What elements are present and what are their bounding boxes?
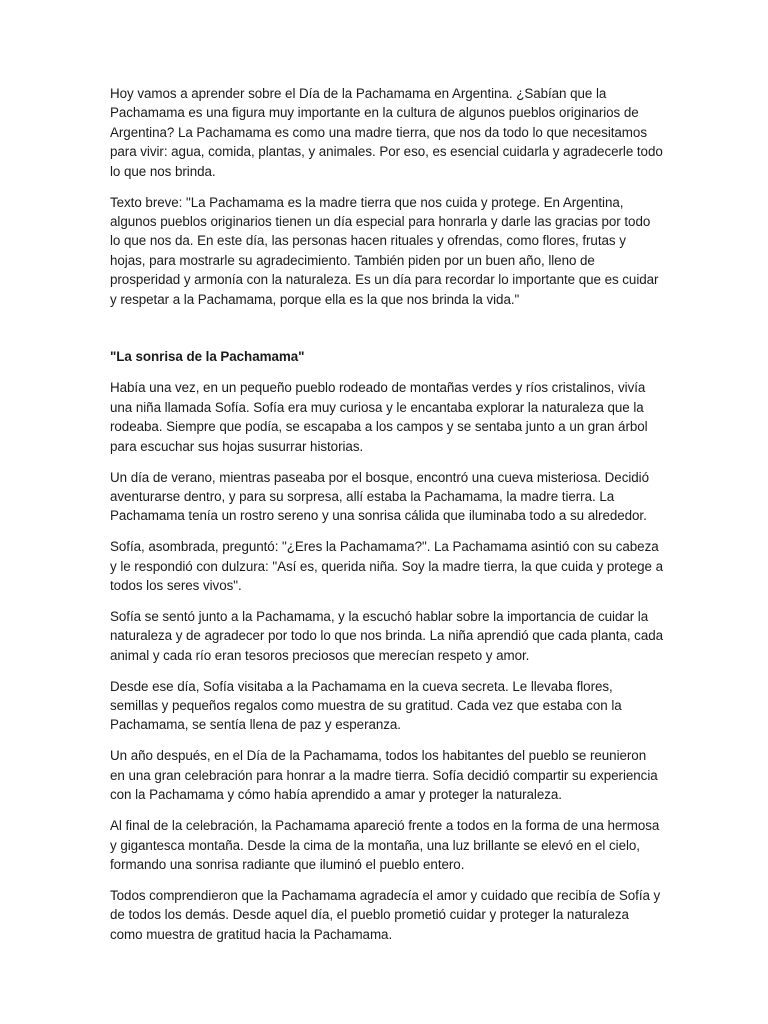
story-paragraph: Todos comprendieron que la Pachamama agradecía el amor y cuidado que recibía de Sofía y de todos los demás. Desde aquel día, el pueblo prometió cuidar y proteger la naturaleza como muestra de gratitud hacia la Pachamama. (110, 887, 661, 942)
story-paragraph: Había una vez, en un pequeño pueblo rodeado de montañas verdes y ríos cristalinos, vivía una niña llamada Sofía. Sofía era muy curiosa y le encantaba explorar la naturaleza que la rodeaba. Siempre que podía, se escapaba a los campos y se sentaba junto a un gran árbol para escuchar sus hojas susurrar historias. (110, 380, 648, 454)
story-title: "La sonrisa de la Pachamama" (110, 349, 305, 365)
story-paragraph: Un día de verano, mientras paseaba por el bosque, encontró una cueva misteriosa. Decidió aventurarse dentro, y para su sorpresa, allí estaba la Pachamama, la madre tierra. La Pachamama tenía un rostro sereno y una sonrisa cálida que iluminaba todo a su alrededor. (110, 469, 649, 524)
story-paragraph: Al final de la celebración, la Pachamama apareció frente a todos en la forma de una hermosa y gigantesca montaña. Desde la cima de la montaña, una luz brillante se elevó en el cielo, formando una sonrisa radiante que iluminó el pueblo entero. (110, 818, 660, 872)
story-paragraph: Un año después, en el Día de la Pachamama, todos los habitantes del pueblo se reunieron en una gran celebración para honrar a la madre tierra. Sofía decidió compartir su experiencia con la Pachamama y cómo había aprendido a amar y proteger la naturaleza. (110, 748, 658, 803)
story-paragraph: Sofía se sentó junto a la Pachamama, y la escuchó hablar sobre la importancia de cuidar la naturaleza y de agradecer por todo lo que nos brinda. La niña aprendió que cada planta, cada animal y cada río eran tesoros preciosos que merecían respeto y amor. (110, 608, 664, 663)
section-spacer (110, 320, 664, 347)
summary-paragraph: Texto breve: "La Pachamama es la madre tierra que nos cuida y protege. En Argentina, algunos pueblos originarios tienen un día especial para honrarla y darle las gracias por todo lo que nos da. En este día, las personas hacen rituales y ofrendas, como flores, frutas y hojas, para mostrarle su agradecimiento. También piden por un buen año, lleno de prosperidad y armonía con la naturaleza. Es un día para recordar lo importante que es cuidar y respetar a la Pachamama, porque ella es la que nos brinda la vida." (110, 194, 659, 307)
intro-paragraph: Hoy vamos a aprender sobre el Día de la Pachamama en Argentina. ¿Sabían que la Pachamama es una figura muy importante en la cultura de algunos pueblos originarios de Argentina? La Pachamama es como una madre tierra, que nos da todo lo que necesitamos para vivir: agua, comida, plantas, y animales. Por eso, es esencial cuidarla y agradecerle todo lo que nos brinda. (110, 86, 663, 179)
story-paragraph: Sofía, asombrada, preguntó: "¿Eres la Pachamama?". La Pachamama asintió con su cabeza y le respondió con dulzura: "Así es, querida niña. Soy la madre tierra, la que cuida y protege a todos los seres vivos". (110, 539, 664, 594)
story-paragraph: Desde ese día, Sofía visitaba a la Pachamama en la cueva secreta. Le llevaba flores, semillas y pequeños regalos como muestra de su gratitud. Cada vez que estaba con la Pachamama, se sentía llena de paz y esperanza. (110, 678, 622, 733)
